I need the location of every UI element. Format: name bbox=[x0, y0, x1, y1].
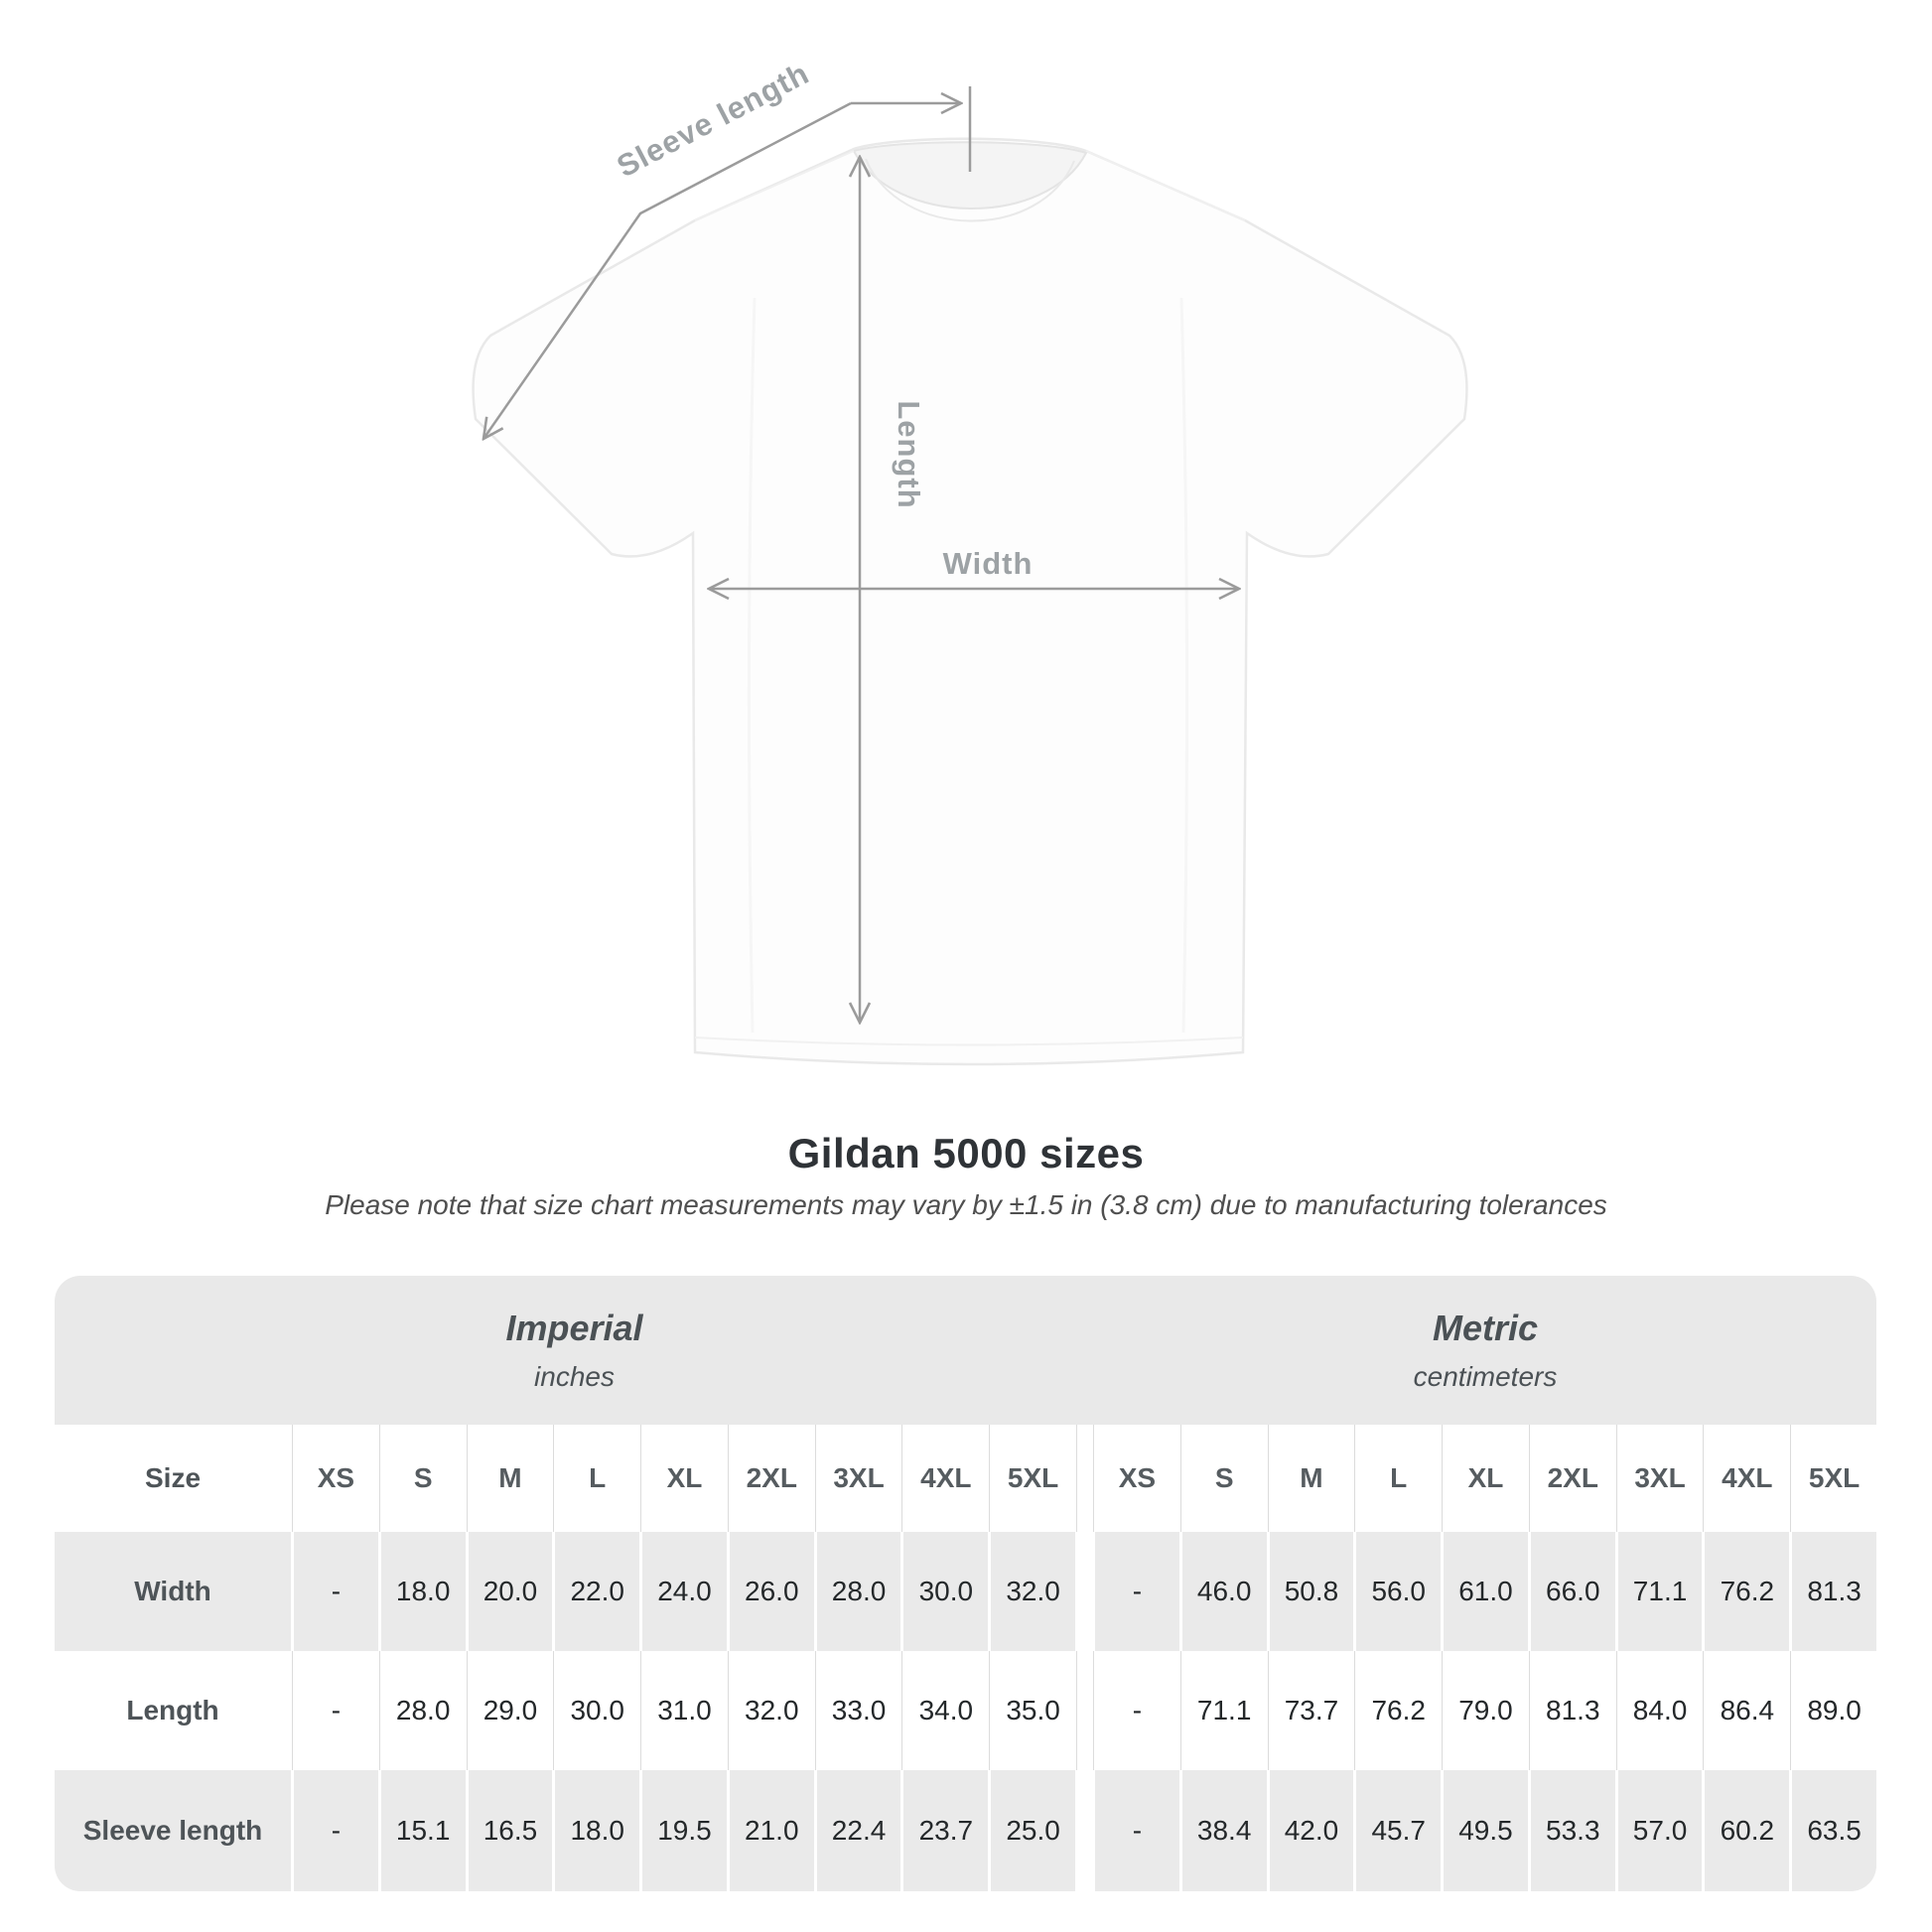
metric-unit-label: centimeters bbox=[1413, 1361, 1558, 1392]
metric-value-cell: 46.0 bbox=[1182, 1532, 1267, 1651]
width-label: Width bbox=[942, 546, 1034, 581]
imperial-value-cell: 35.0 bbox=[991, 1651, 1075, 1770]
imperial-size-header: 4XL bbox=[903, 1425, 988, 1532]
metric-value-cell: 45.7 bbox=[1356, 1770, 1441, 1891]
metric-value-cell: 57.0 bbox=[1618, 1770, 1703, 1891]
imperial-size-header: 5XL bbox=[991, 1425, 1075, 1532]
imperial-value-cell: 30.0 bbox=[903, 1532, 988, 1651]
imperial-value-cell: 25.0 bbox=[991, 1770, 1075, 1891]
metric-value-cell: 89.0 bbox=[1792, 1651, 1876, 1770]
units-header-band bbox=[55, 1276, 1876, 1425]
imperial-value-cell: 22.4 bbox=[817, 1770, 901, 1891]
imperial-value-cell: 26.0 bbox=[730, 1532, 814, 1651]
imperial-size-header: 3XL bbox=[817, 1425, 901, 1532]
imperial-value-cell: 33.0 bbox=[817, 1651, 901, 1770]
metric-size-header: S bbox=[1182, 1425, 1267, 1532]
metric-value-cell: - bbox=[1095, 1651, 1179, 1770]
metric-value-cell: 81.3 bbox=[1531, 1651, 1615, 1770]
metric-section-header bbox=[1094, 1276, 1876, 1425]
sleeve-length-label: Sleeve length bbox=[611, 56, 815, 185]
metric-value-cell: 71.1 bbox=[1182, 1651, 1267, 1770]
metric-size-header: XL bbox=[1444, 1425, 1528, 1532]
imperial-value-cell: 18.0 bbox=[555, 1770, 639, 1891]
imperial-value-cell: 23.7 bbox=[903, 1770, 988, 1891]
size-header-row bbox=[55, 1425, 1876, 1532]
imperial-value-cell: 32.0 bbox=[991, 1532, 1075, 1651]
imperial-value-cell: - bbox=[294, 1770, 378, 1891]
imperial-label: Imperial bbox=[505, 1308, 643, 1348]
imperial-value-cell: 20.0 bbox=[469, 1532, 553, 1651]
section-divider bbox=[1078, 1770, 1092, 1891]
metric-value-cell: 81.3 bbox=[1792, 1532, 1876, 1651]
metric-value-cell: 60.2 bbox=[1705, 1770, 1789, 1891]
metric-value-cell: 61.0 bbox=[1444, 1532, 1528, 1651]
measurement-row bbox=[55, 1770, 1876, 1891]
row-label: Sleeve length bbox=[55, 1770, 291, 1891]
length-label: Length bbox=[892, 400, 926, 509]
imperial-unit-label: inches bbox=[534, 1361, 615, 1392]
imperial-value-cell: - bbox=[294, 1651, 378, 1770]
metric-size-header: 3XL bbox=[1618, 1425, 1703, 1532]
metric-value-cell: 86.4 bbox=[1705, 1651, 1789, 1770]
imperial-size-header: S bbox=[381, 1425, 466, 1532]
imperial-value-cell: 16.5 bbox=[469, 1770, 553, 1891]
table-body bbox=[55, 1425, 1876, 1891]
tolerance-note: Please note that size chart measurements may vary by ±1.5 in (3.8 cm) due to manufacturing tolerances bbox=[325, 1189, 1607, 1220]
imperial-value-cell: 21.0 bbox=[730, 1770, 814, 1891]
measurement-row bbox=[55, 1651, 1876, 1770]
measurement-row bbox=[55, 1532, 1876, 1651]
imperial-value-cell: - bbox=[294, 1532, 378, 1651]
metric-value-cell: 38.4 bbox=[1182, 1770, 1267, 1891]
imperial-size-header: XL bbox=[642, 1425, 727, 1532]
metric-size-header: 5XL bbox=[1792, 1425, 1876, 1532]
metric-size-header: L bbox=[1356, 1425, 1441, 1532]
imperial-value-cell: 18.0 bbox=[381, 1532, 466, 1651]
imperial-value-cell: 19.5 bbox=[642, 1770, 727, 1891]
metric-value-cell: 76.2 bbox=[1705, 1532, 1789, 1651]
size-chart-table bbox=[55, 1276, 1876, 1891]
metric-label: Metric bbox=[1432, 1308, 1539, 1348]
imperial-size-header: L bbox=[555, 1425, 639, 1532]
imperial-value-cell: 30.0 bbox=[555, 1651, 639, 1770]
metric-value-cell: 50.8 bbox=[1270, 1532, 1354, 1651]
row-label: Length bbox=[126, 1695, 219, 1725]
size-column-header: Size bbox=[144, 1462, 202, 1493]
imperial-size-header: M bbox=[469, 1425, 553, 1532]
metric-value-cell: - bbox=[1095, 1770, 1179, 1891]
imperial-value-cell: 28.0 bbox=[381, 1651, 466, 1770]
tshirt-image bbox=[474, 139, 1467, 1064]
metric-value-cell: 71.1 bbox=[1618, 1532, 1703, 1651]
page-title: Gildan 5000 sizes bbox=[787, 1130, 1145, 1176]
section-divider bbox=[1078, 1532, 1092, 1651]
imperial-section-header bbox=[55, 1276, 1094, 1425]
metric-value-cell: 53.3 bbox=[1531, 1770, 1615, 1891]
metric-value-cell: 79.0 bbox=[1444, 1651, 1528, 1770]
metric-size-header: M bbox=[1270, 1425, 1354, 1532]
imperial-value-cell: 29.0 bbox=[469, 1651, 553, 1770]
imperial-value-cell: 24.0 bbox=[642, 1532, 727, 1651]
imperial-value-cell: 32.0 bbox=[730, 1651, 814, 1770]
imperial-value-cell: 31.0 bbox=[642, 1651, 727, 1770]
metric-value-cell: 84.0 bbox=[1618, 1651, 1703, 1770]
row-label: Width bbox=[55, 1532, 291, 1651]
imperial-size-header: 2XL bbox=[730, 1425, 814, 1532]
metric-size-header: 2XL bbox=[1531, 1425, 1615, 1532]
imperial-size-header: XS bbox=[294, 1425, 378, 1532]
metric-value-cell: 66.0 bbox=[1531, 1532, 1615, 1651]
imperial-value-cell: 28.0 bbox=[817, 1532, 901, 1651]
metric-value-cell: 73.7 bbox=[1270, 1651, 1354, 1770]
section-divider bbox=[1078, 1651, 1092, 1770]
section-divider bbox=[1078, 1425, 1092, 1532]
metric-size-header: XS bbox=[1095, 1425, 1179, 1532]
imperial-value-cell: 15.1 bbox=[381, 1770, 466, 1891]
imperial-value-cell: 22.0 bbox=[555, 1532, 639, 1651]
metric-size-header: 4XL bbox=[1705, 1425, 1789, 1532]
metric-value-cell: 76.2 bbox=[1356, 1651, 1441, 1770]
metric-value-cell: 49.5 bbox=[1444, 1770, 1528, 1891]
metric-value-cell: - bbox=[1095, 1532, 1179, 1651]
metric-value-cell: 56.0 bbox=[1356, 1532, 1441, 1651]
metric-value-cell: 42.0 bbox=[1270, 1770, 1354, 1891]
imperial-value-cell: 34.0 bbox=[903, 1651, 988, 1770]
metric-value-cell: 63.5 bbox=[1792, 1770, 1876, 1891]
